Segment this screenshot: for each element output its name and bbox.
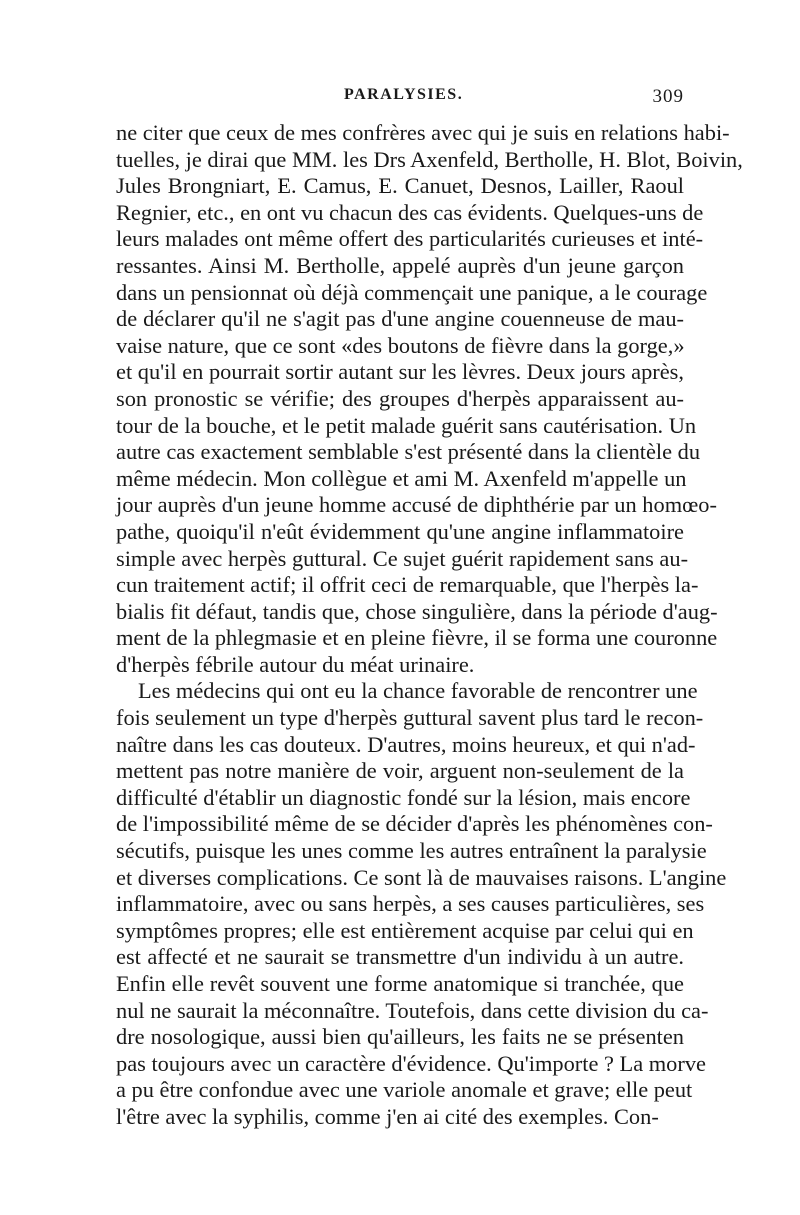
text-line: Jules Brongniart, E. Camus, E. Canuet, Desnos, Lailler, Raoul [116, 173, 684, 199]
text-line: inflammatoire, avec ou sans herpès, a ses causes particulières, ses [116, 891, 705, 917]
text-line: Enfin elle revêt souvent une forme anatomique si tranchée, que [116, 971, 684, 996]
text-line: de l'impossibilité même de se décider d'après les phénomènes con- [116, 811, 713, 837]
text-line: pathe, quoiqu'il n'eût évidemment qu'une angine inflammatoire [116, 518, 684, 544]
text-line: mettent pas notre manière de voir, arguent non-seulement de la [116, 758, 684, 784]
text-line: fois seulement un type d'herpès guttural savent plus tard le recon- [116, 705, 704, 731]
text-line: symptômes propres; elle est entièrement acquise par celui qui en [116, 917, 694, 943]
text-line: pas toujours avec un caractère d'évidence. Qu'importe ? La morve [116, 1050, 706, 1076]
text-line: est affecté et ne saurait se transmettre d'un individu à un autre. [116, 944, 684, 970]
text-line: et diverses complications. Ce sont là de mauvaises raisons. L'angine [116, 864, 727, 890]
text-line: Les médecins qui ont eu la chance favorable de rencontrer une [138, 678, 698, 704]
running-title: PARALYSIES. [344, 86, 464, 103]
text-line: de déclarer qu'il ne s'agit pas d'une angine couenneuse de mau- [116, 306, 684, 332]
text-line: tour de la bouche, et le petit malade guérit sans cautérisation. Un [116, 412, 697, 438]
text-line: cun traitement actif; il offrit ceci de remarquable, que l'herpès la- [116, 572, 699, 598]
text-line: son pronostic se vérifie; des groupes d'herpès apparaissent au- [116, 385, 684, 411]
text-line: difficulté d'établir un diagnostic fondé sur la lésion, mais encore [116, 784, 691, 810]
text-line: ressantes. Ainsi M. Bertholle, appelé auprès d'un jeune garçon [116, 252, 684, 278]
text-line: dre nosologique, aussi bien qu'ailleurs, les faits ne se présenten [116, 1024, 684, 1050]
body-text [116, 120, 743, 1131]
text-line: leurs malades ont même offert des particularités curieuses et inté- [116, 226, 704, 252]
text-line: d'herpès fébrile autour du méat urinaire. [116, 651, 475, 677]
text-line: bialis fit défaut, tandis que, chose singulière, dans la période d'aug- [116, 598, 718, 624]
text-line: même médecin. Mon collègue et ami M. Axenfeld m'appelle un [116, 465, 687, 491]
running-head [116, 86, 684, 116]
text-line: nul ne saurait la méconnaître. Toutefois, dans cette division du ca- [116, 997, 709, 1023]
text-line: vaise nature, que ce sont «des boutons de fièvre dans la gorge,» [116, 332, 685, 358]
text-line: tuelles, je dirai que MM. les Drs Axenfeld, Bertholle, H. Blot, Boivin, [116, 146, 743, 172]
paragraph-2 [116, 678, 727, 1130]
text-line: ne citer que ceux de mes confrères avec qui je suis en relations habi- [116, 120, 730, 145]
text-line: Regnier, etc., en ont vu chacun des cas évidents. Quelques-uns de [116, 199, 704, 225]
text-line: et qu'il en pourrait sortir autant sur les lèvres. Deux jours après, [116, 359, 684, 385]
text-line: jour auprès d'un jeune homme accusé de diphthérie par un homœo- [116, 492, 717, 518]
paragraph-1 [116, 120, 743, 678]
text-line: a pu être confondue avec une variole anomale et grave; elle peut [116, 1077, 693, 1103]
text-line: simple avec herpès guttural. Ce sujet guérit rapidement sans au- [116, 545, 689, 571]
page-number: 309 [652, 86, 684, 107]
text-line: ment de la phlegmasie et en pleine fièvre, il se forma une couronne [116, 625, 718, 651]
text-line: dans un pensionnat où déjà commençait une panique, a le courage [116, 279, 708, 305]
text-line: sécutifs, puisque les unes comme les autres entraînent la paralysie [116, 838, 707, 864]
text-line: l'être avec la syphilis, comme j'en ai cité des exemples. Con- [116, 1103, 659, 1129]
text-line: autre cas exactement semblable s'est présenté dans la clientèle du [116, 439, 701, 465]
text-line: naître dans les cas douteux. D'autres, moins heureux, et qui n'ad- [116, 731, 696, 757]
